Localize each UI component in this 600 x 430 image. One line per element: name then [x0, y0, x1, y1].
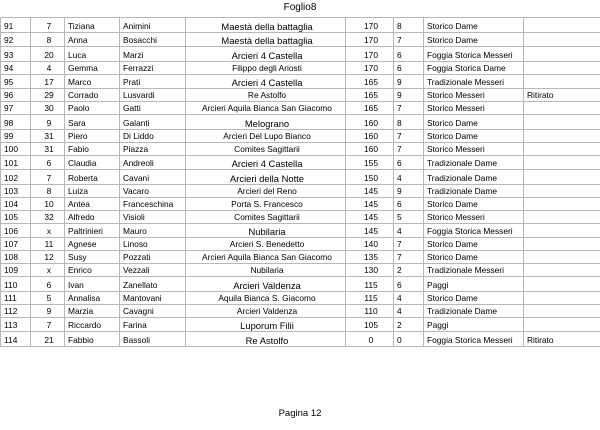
table-row [1, 155, 600, 170]
row-number-cell: 113 [1, 317, 31, 332]
table-row [1, 129, 600, 142]
note-cell [524, 32, 600, 47]
score-cell: 145 [346, 184, 394, 197]
table-row [1, 197, 600, 210]
table-row [1, 291, 600, 304]
rank-cell: 2 [394, 317, 424, 332]
first-name-cell: Sara [65, 115, 120, 130]
rank-cell: 6 [394, 277, 424, 292]
club-cell: Arcieri Aquila Bianca San Giacomo [186, 102, 346, 115]
bib-cell: 4 [31, 61, 65, 74]
last-name-cell: Cavagni [120, 304, 186, 317]
bib-cell: 6 [31, 277, 65, 292]
table-row [1, 223, 600, 238]
row-number-cell: 114 [1, 332, 31, 347]
score-cell: 150 [346, 170, 394, 185]
first-name-cell: Tiziana [65, 18, 120, 33]
bib-cell: 31 [31, 129, 65, 142]
last-name-cell: Marzi [120, 47, 186, 62]
club-cell: Arcieri S. Benedetto [186, 238, 346, 251]
table-row [1, 18, 600, 33]
last-name-cell: Pozzati [120, 251, 186, 264]
table-row [1, 277, 600, 292]
bib-cell: 11 [31, 238, 65, 251]
score-cell: 160 [346, 129, 394, 142]
score-cell: 155 [346, 155, 394, 170]
category-cell: Storico Messeri [424, 210, 524, 223]
row-number-cell: 106 [1, 223, 31, 238]
table-row [1, 184, 600, 197]
club-cell: Filippo degli Ariosti [186, 61, 346, 74]
score-cell: 165 [346, 102, 394, 115]
bib-cell: 7 [31, 170, 65, 185]
note-cell [524, 184, 600, 197]
rank-cell: 9 [394, 184, 424, 197]
row-number-cell: 100 [1, 142, 31, 155]
score-cell: 160 [346, 142, 394, 155]
note-cell: Ritirato [524, 89, 600, 102]
note-cell [524, 170, 600, 185]
club-cell: Melograno [186, 115, 346, 130]
note-cell [524, 264, 600, 277]
row-number-cell: 101 [1, 155, 31, 170]
category-cell: Storico Dame [424, 32, 524, 47]
category-cell: Tradizionale Dame [424, 184, 524, 197]
note-cell [524, 18, 600, 33]
note-cell [524, 251, 600, 264]
score-cell: 135 [346, 251, 394, 264]
rank-cell: 7 [394, 32, 424, 47]
rank-cell: 5 [394, 210, 424, 223]
note-cell [524, 74, 600, 89]
first-name-cell: Fabbio [65, 332, 120, 347]
club-cell: Comites Sagittarii [186, 142, 346, 155]
last-name-cell: Mauro [120, 223, 186, 238]
club-cell: Luporum Filii [186, 317, 346, 332]
row-number-cell: 103 [1, 184, 31, 197]
last-name-cell: Lusvardi [120, 89, 186, 102]
rank-cell: 7 [394, 251, 424, 264]
rank-cell: 8 [394, 115, 424, 130]
note-cell [524, 47, 600, 62]
first-name-cell: Marzia [65, 304, 120, 317]
table-row [1, 304, 600, 317]
rank-cell: 8 [394, 18, 424, 33]
category-cell: Storico Messeri [424, 89, 524, 102]
note-cell [524, 304, 600, 317]
bib-cell: x [31, 223, 65, 238]
category-cell: Foggia Storica Messeri [424, 47, 524, 62]
score-cell: 0 [346, 332, 394, 347]
score-cell: 115 [346, 291, 394, 304]
bib-cell: 20 [31, 47, 65, 62]
club-cell: Arcieri 4 Castella [186, 155, 346, 170]
rank-cell: 9 [394, 74, 424, 89]
score-cell: 170 [346, 32, 394, 47]
score-cell: 165 [346, 74, 394, 89]
rank-cell: 6 [394, 197, 424, 210]
club-cell: Porta S. Francesco [186, 197, 346, 210]
last-name-cell: Vezzali [120, 264, 186, 277]
score-cell: 145 [346, 197, 394, 210]
row-number-cell: 111 [1, 291, 31, 304]
row-number-cell: 102 [1, 170, 31, 185]
note-cell [524, 223, 600, 238]
category-cell: Storico Dame [424, 129, 524, 142]
last-name-cell: Franceschina [120, 197, 186, 210]
note-cell [524, 291, 600, 304]
bib-cell: 8 [31, 32, 65, 47]
first-name-cell: Enrico [65, 264, 120, 277]
rank-cell: 7 [394, 102, 424, 115]
table-row [1, 264, 600, 277]
table-row [1, 210, 600, 223]
note-cell [524, 238, 600, 251]
rank-cell: 4 [394, 223, 424, 238]
first-name-cell: Corrado [65, 89, 120, 102]
last-name-cell: Prati [120, 74, 186, 89]
bib-cell: 17 [31, 74, 65, 89]
note-cell [524, 317, 600, 332]
bib-cell: 10 [31, 197, 65, 210]
row-number-cell: 97 [1, 102, 31, 115]
note-cell [524, 61, 600, 74]
first-name-cell: Riccardo [65, 317, 120, 332]
club-cell: Maestà della battaglia [186, 18, 346, 33]
row-number-cell: 110 [1, 277, 31, 292]
score-cell: 170 [346, 47, 394, 62]
category-cell: Storico Messeri [424, 142, 524, 155]
score-cell: 160 [346, 115, 394, 130]
row-number-cell: 108 [1, 251, 31, 264]
rank-cell: 0 [394, 332, 424, 347]
score-cell: 170 [346, 18, 394, 33]
bib-cell: 32 [31, 210, 65, 223]
category-cell: Storico Dame [424, 291, 524, 304]
club-cell: Comites Sagittarii [186, 210, 346, 223]
first-name-cell: Paltrinieri [65, 223, 120, 238]
club-cell: Arcieri della Notte [186, 170, 346, 185]
first-name-cell: Annalisa [65, 291, 120, 304]
first-name-cell: Claudia [65, 155, 120, 170]
bib-cell: x [31, 264, 65, 277]
last-name-cell: Gatti [120, 102, 186, 115]
bib-cell: 9 [31, 115, 65, 130]
table-row [1, 142, 600, 155]
club-cell: Nubilaria [186, 223, 346, 238]
row-number-cell: 93 [1, 47, 31, 62]
row-number-cell: 99 [1, 129, 31, 142]
row-number-cell: 112 [1, 304, 31, 317]
first-name-cell: Anna [65, 32, 120, 47]
club-cell: Arcieri Del Lupo Bianco [186, 129, 346, 142]
row-number-cell: 92 [1, 32, 31, 47]
row-number-cell: 95 [1, 74, 31, 89]
score-cell: 145 [346, 223, 394, 238]
row-number-cell: 98 [1, 115, 31, 130]
table-row [1, 74, 600, 89]
first-name-cell: Susy [65, 251, 120, 264]
rank-cell: 6 [394, 155, 424, 170]
rank-cell: 7 [394, 129, 424, 142]
table-row [1, 89, 600, 102]
club-cell: Arcieri del Reno [186, 184, 346, 197]
note-cell: Ritirato [524, 332, 600, 347]
note-cell [524, 129, 600, 142]
last-name-cell: Bosacchi [120, 32, 186, 47]
category-cell: Storico Dame [424, 18, 524, 33]
last-name-cell: Ferrazzi [120, 61, 186, 74]
table-row [1, 102, 600, 115]
last-name-cell: Di Liddo [120, 129, 186, 142]
last-name-cell: Galanti [120, 115, 186, 130]
last-name-cell: Piazza [120, 142, 186, 155]
last-name-cell: Zanellato [120, 277, 186, 292]
rank-cell: 7 [394, 238, 424, 251]
score-cell: 110 [346, 304, 394, 317]
score-cell: 170 [346, 61, 394, 74]
first-name-cell: Luiza [65, 184, 120, 197]
note-cell [524, 210, 600, 223]
table-body [1, 18, 600, 347]
rank-cell: 7 [394, 142, 424, 155]
bib-cell: 7 [31, 18, 65, 33]
sheet-title: Foglio8 [283, 2, 317, 13]
last-name-cell: Andreoli [120, 155, 186, 170]
bib-cell: 9 [31, 304, 65, 317]
row-number-cell: 104 [1, 197, 31, 210]
first-name-cell: Alfredo [65, 210, 120, 223]
bib-cell: 8 [31, 184, 65, 197]
score-cell: 140 [346, 238, 394, 251]
last-name-cell: Cavani [120, 170, 186, 185]
category-cell: Foggia Storica Dame [424, 61, 524, 74]
last-name-cell: Bassoli [120, 332, 186, 347]
bib-cell: 30 [31, 102, 65, 115]
category-cell: Storico Dame [424, 115, 524, 130]
category-cell: Foggia Storica Messeri [424, 332, 524, 347]
last-name-cell: Linoso [120, 238, 186, 251]
last-name-cell: Mantovani [120, 291, 186, 304]
table-row [1, 332, 600, 347]
row-number-cell: 107 [1, 238, 31, 251]
table-row [1, 32, 600, 47]
category-cell: Tradizionale Messeri [424, 264, 524, 277]
table-row [1, 115, 600, 130]
bib-cell: 6 [31, 155, 65, 170]
club-cell: Arcieri Valdenza [186, 304, 346, 317]
rank-cell: 9 [394, 89, 424, 102]
club-cell: Re Astolfo [186, 89, 346, 102]
club-cell: Maestà della battaglia [186, 32, 346, 47]
score-cell: 105 [346, 317, 394, 332]
rank-cell: 6 [394, 61, 424, 74]
first-name-cell: Ivan [65, 277, 120, 292]
note-cell [524, 142, 600, 155]
first-name-cell: Luca [65, 47, 120, 62]
table-row [1, 170, 600, 185]
category-cell: Storico Dame [424, 197, 524, 210]
rank-cell: 6 [394, 47, 424, 62]
club-cell: Re Astolfo [186, 332, 346, 347]
bib-cell: 31 [31, 142, 65, 155]
first-name-cell: Agnese [65, 238, 120, 251]
last-name-cell: Vacaro [120, 184, 186, 197]
rank-cell: 4 [394, 291, 424, 304]
club-cell: Nubilaria [186, 264, 346, 277]
category-cell: Tradizionale Dame [424, 304, 524, 317]
page-footer: Pagina 12 [278, 408, 322, 419]
first-name-cell: Roberta [65, 170, 120, 185]
score-cell: 165 [346, 89, 394, 102]
row-number-cell: 105 [1, 210, 31, 223]
category-cell: Storico Dame [424, 238, 524, 251]
table-row [1, 251, 600, 264]
club-cell: Aquila Bianca S. Giacomo [186, 291, 346, 304]
club-cell: Arcieri 4 Castella [186, 74, 346, 89]
rank-cell: 2 [394, 264, 424, 277]
note-cell [524, 155, 600, 170]
first-name-cell: Fabio [65, 142, 120, 155]
club-cell: Arcieri Valdenza [186, 277, 346, 292]
category-cell: Foggia Storica Messeri [424, 223, 524, 238]
table-row [1, 317, 600, 332]
first-name-cell: Paolo [65, 102, 120, 115]
note-cell [524, 197, 600, 210]
last-name-cell: Animini [120, 18, 186, 33]
bib-cell: 5 [31, 291, 65, 304]
category-cell: Storico Dame [424, 251, 524, 264]
score-cell: 130 [346, 264, 394, 277]
results-table [0, 17, 600, 347]
note-cell [524, 115, 600, 130]
last-name-cell: Farina [120, 317, 186, 332]
table-row [1, 61, 600, 74]
category-cell: Tradizionale Messeri [424, 74, 524, 89]
table-row [1, 47, 600, 62]
row-number-cell: 96 [1, 89, 31, 102]
rank-cell: 4 [394, 170, 424, 185]
first-name-cell: Piero [65, 129, 120, 142]
category-cell: Paggi [424, 317, 524, 332]
bib-cell: 12 [31, 251, 65, 264]
bib-cell: 7 [31, 317, 65, 332]
row-number-cell: 91 [1, 18, 31, 33]
note-cell [524, 102, 600, 115]
table-row [1, 238, 600, 251]
category-cell: Tradizionale Dame [424, 170, 524, 185]
note-cell [524, 277, 600, 292]
category-cell: Storico Messeri [424, 102, 524, 115]
first-name-cell: Gemma [65, 61, 120, 74]
first-name-cell: Marco [65, 74, 120, 89]
row-number-cell: 109 [1, 264, 31, 277]
rank-cell: 4 [394, 304, 424, 317]
score-cell: 115 [346, 277, 394, 292]
first-name-cell: Antea [65, 197, 120, 210]
bib-cell: 21 [31, 332, 65, 347]
category-cell: Tradizionale Dame [424, 155, 524, 170]
score-cell: 145 [346, 210, 394, 223]
last-name-cell: Visioli [120, 210, 186, 223]
category-cell: Paggi [424, 277, 524, 292]
bib-cell: 29 [31, 89, 65, 102]
row-number-cell: 94 [1, 61, 31, 74]
club-cell: Arcieri 4 Castella [186, 47, 346, 62]
club-cell: Arcieri Aquila Bianca San Giacomo [186, 251, 346, 264]
